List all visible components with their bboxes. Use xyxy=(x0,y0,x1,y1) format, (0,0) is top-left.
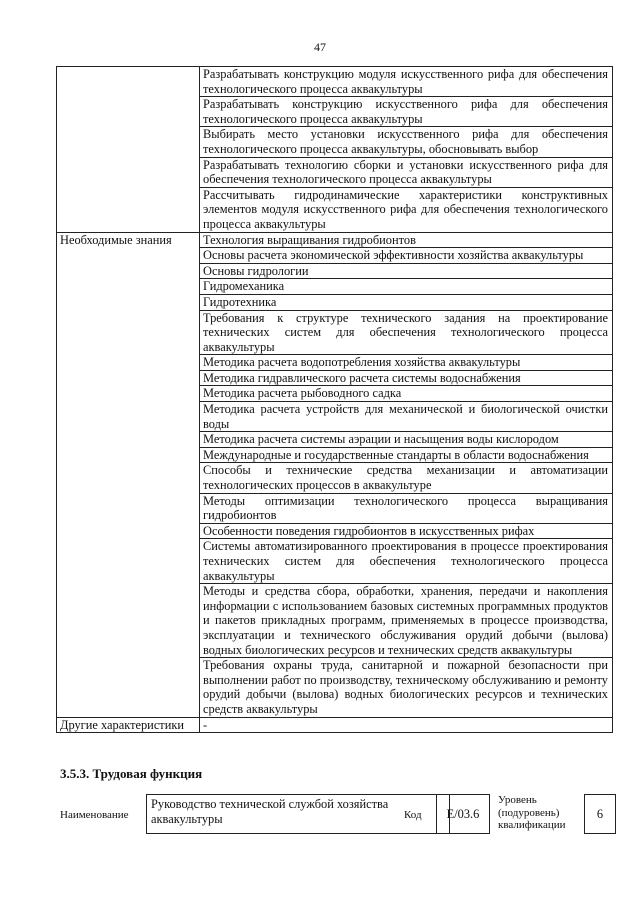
row-text: Основы гидрологии xyxy=(200,263,613,279)
row-text: Гидромеханика xyxy=(200,279,613,295)
row-text: Методика расчета системы аэрации и насыщения воды кислородом xyxy=(200,432,613,448)
row-text: Международные и государственные стандарты в области водоснабжения xyxy=(200,447,613,463)
row-label xyxy=(57,67,200,233)
function-name-box: Руководство технической службой хозяйства аквакультуры xyxy=(146,794,450,834)
row-text: Разрабатывать технологию сборки и установки искусственного рифа для обеспечения технологического процесса аквакультуры xyxy=(200,157,613,187)
row-text: Основы расчета экономической эффективности хозяйства аквакультуры xyxy=(200,248,613,264)
row-text: Разрабатывать конструкцию модуля искусственного рифа для обеспечения технологического процесса аквакультуры xyxy=(200,67,613,97)
row-text: - xyxy=(200,717,613,733)
code-label: Код xyxy=(404,809,422,821)
row-text: Методы оптимизации технологического процесса выращивания гидробионтов xyxy=(200,493,613,523)
row-text: Методика расчета водопотребления хозяйства аквакультуры xyxy=(200,355,613,371)
row-text: Особенности поведения гидробионтов в искусственных рифах xyxy=(200,523,613,539)
row-text: Выбирать место установки искусственного рифа для обеспечения технологического процесса аквакультуры, обосновывать выбор xyxy=(200,127,613,157)
table-row xyxy=(57,67,613,97)
skills-knowledge-table xyxy=(56,66,613,733)
row-label: Необходимые знания xyxy=(57,232,200,717)
qualification-level-box: 6 xyxy=(584,794,616,834)
labor-function-header xyxy=(60,794,616,834)
row-text: Способы и технические средства механизации и автоматизации технологических процессов в аквакультуре xyxy=(200,463,613,493)
row-text: Требования к структуре технического задания на проектирование технических систем для обеспечения технологического процесса аквакультуры xyxy=(200,310,613,355)
row-text: Рассчитывать гидродинамические характеристики конструктивных элементов модуля искусственного рифа для обеспечения технологического процесса аквакультуры xyxy=(200,187,613,232)
function-code-box: E/03.6 xyxy=(436,794,490,834)
row-text: Требования охраны труда, санитарной и пожарной безопасности при выполнении работ по производству, техническому обслуживанию и ремонту орудий добычи (вылова) водных биологических ресурсов и технических средств аквакультуры xyxy=(200,658,613,717)
row-text: Системы автоматизированного проектирования в процессе проектирования технических систем для обеспечения технологического процесса аквакультуры xyxy=(200,539,613,584)
row-text: Методика расчета рыбоводного садка xyxy=(200,386,613,402)
qualification-level-label: Уровень (подуровень) квалификации xyxy=(498,794,566,831)
section-title: 3.5.3. Трудовая функция xyxy=(60,766,203,781)
name-label: Наименование xyxy=(60,809,129,821)
row-text: Разрабатывать конструкцию искусственного рифа для обеспечения технологического процесса аквакультуры xyxy=(200,97,613,127)
row-text: Гидротехника xyxy=(200,294,613,310)
page-number: 47 xyxy=(314,40,326,54)
table-row xyxy=(57,232,613,248)
row-text: Методика расчета устройств для механической и биологической очистки воды xyxy=(200,402,613,432)
row-text: Методика гидравлического расчета системы водоснабжения xyxy=(200,370,613,386)
row-text: Технология выращивания гидробионтов xyxy=(200,232,613,248)
row-label: Другие характеристики xyxy=(57,717,200,733)
table-row xyxy=(57,717,613,733)
row-text: Методы и средства сбора, обработки, хранения, передачи и накопления информации с использованием базовых системных программных продуктов и пакетов прикладных программ, применяемых в процессе производства, эксплуатации и технического обслуживания орудий добычи (вылова) водных биологических ресурсов и технических средств аквакультуры xyxy=(200,584,613,658)
